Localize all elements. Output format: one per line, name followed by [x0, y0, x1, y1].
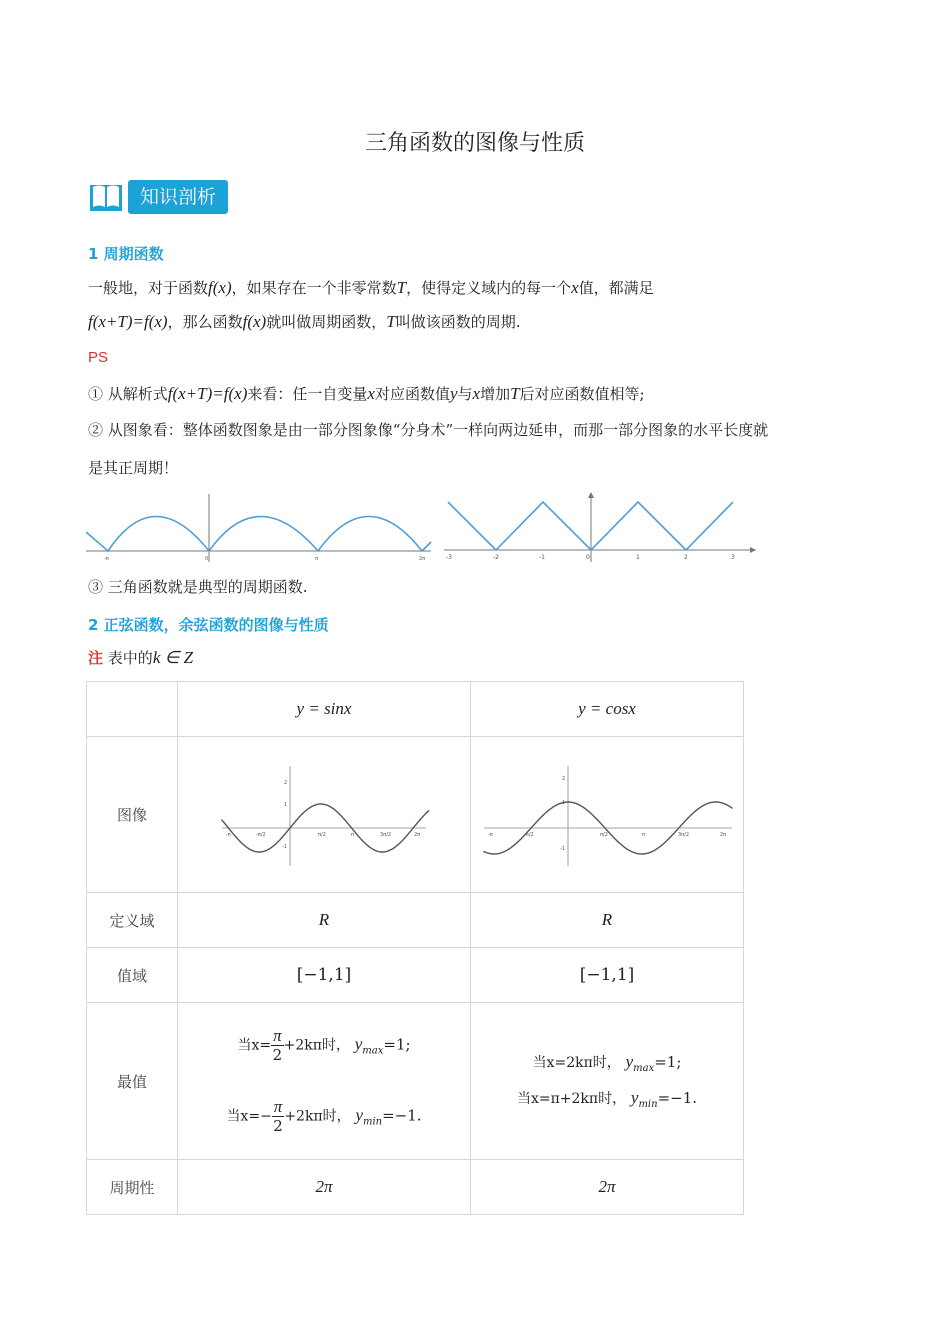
svg-text:-π: -π [488, 831, 493, 838]
note-1: ① 从解析式f(x+T)=f(x)来看：任一自变量x对应函数值y与x增加T后对应函数值相等; [88, 384, 645, 403]
table-note: 注 表中的k ∈ Z [88, 648, 194, 667]
table-row [87, 1003, 744, 1160]
table-row [87, 893, 744, 948]
cosine-graph [476, 758, 738, 868]
svg-text:π/2: π/2 [318, 831, 326, 838]
arch-graph [86, 494, 431, 562]
svg-text:1: 1 [636, 554, 640, 561]
svg-text:-π: -π [226, 831, 231, 838]
svg-text:-π: -π [104, 556, 109, 562]
sin-min-condition: 当x=− $\frac{\pi}{2}$ +2kπ时， $y_{min}=-1$. [226, 1097, 422, 1135]
period-cos: 2π [598, 1177, 616, 1196]
svg-text:2π: 2π [419, 556, 426, 562]
period-sin: 2π [315, 1177, 333, 1196]
domain-cos: R [601, 910, 613, 929]
properties-table [86, 681, 744, 1215]
section-2-heading: 2 正弦函数，余弦函数的图像与性质 [88, 616, 329, 634]
row-header-period: 周期性 [109, 1178, 155, 1197]
svg-text:-3: -3 [446, 554, 452, 561]
table-row [87, 737, 744, 893]
svg-text:-π/2: -π/2 [524, 831, 534, 838]
ps-label: PS [88, 349, 109, 366]
svg-text:2π: 2π [720, 831, 727, 838]
cos-max-condition: 当x=2kπ时， $y_{max}=1$; [532, 1052, 682, 1074]
table-row [87, 948, 744, 1003]
section-1-heading: 1 周期函数 [88, 245, 164, 263]
domain-sin: R [318, 910, 330, 929]
svg-text:π: π [351, 831, 355, 838]
svg-text:2: 2 [284, 779, 288, 786]
range-sin: [−1,1] [296, 965, 352, 985]
table-row [87, 682, 744, 737]
triangle-graph [444, 492, 756, 562]
page-title: 三角函数的图像与性质 [364, 131, 585, 156]
row-header-extreme: 最值 [116, 1072, 147, 1091]
svg-text:π: π [642, 831, 646, 838]
svg-text:-π/2: -π/2 [256, 831, 266, 838]
svg-text:2: 2 [684, 554, 688, 561]
sin-max-condition: 当x= $\frac{\pi}{2}$ +2kπ时， $y_{max}=1$; [237, 1026, 411, 1064]
svg-text:2π: 2π [414, 831, 421, 838]
paragraph-line-2: f(x+T)=f(x)，那么函数f(x)就叫做周期函数，T叫做该函数的周期. [88, 312, 521, 331]
note-2-line-2: 是其正周期！ [88, 459, 179, 477]
svg-text:3π/2: 3π/2 [678, 831, 690, 838]
svg-text:3: 3 [731, 554, 735, 561]
sine-graph [214, 758, 434, 868]
svg-text:0: 0 [586, 554, 590, 561]
paragraph-line-1: 一般地，对于函数f(x)，如果存在一个非零常数T，使得定义域内的每一个x值，都满足 [88, 278, 654, 297]
svg-text:π/2: π/2 [600, 831, 608, 838]
svg-text:-1: -1 [560, 845, 565, 852]
table-row [87, 1160, 744, 1215]
open-book-icon [88, 179, 124, 215]
row-header-image: 图像 [116, 806, 147, 824]
svg-text:-2: -2 [493, 554, 499, 561]
row-header-range: 值域 [116, 966, 147, 985]
banner-label: 知识剖析 [128, 180, 228, 214]
col-header-sin: y = sinx [296, 699, 352, 718]
svg-text:π: π [315, 556, 319, 562]
svg-text:1: 1 [562, 799, 566, 806]
svg-text:2: 2 [562, 775, 566, 782]
range-cos: [−1,1] [579, 965, 635, 985]
svg-text:-1: -1 [282, 843, 287, 850]
col-header-cos: y = cosx [578, 699, 636, 718]
note-2-line-1: ② 从图象看：整体函数图象是由一部分图象像“分身术”一样向两边延申，而那一部分图象的水平长度就 [88, 421, 769, 439]
svg-text:0: 0 [205, 556, 209, 562]
row-header-domain: 定义域 [109, 911, 155, 930]
periodic-graphs [86, 492, 766, 568]
section-banner [88, 178, 228, 216]
note-3: ③ 三角函数就是典型的周期函数. [88, 578, 308, 596]
svg-text:3π/2: 3π/2 [380, 831, 392, 838]
cos-min-condition: 当x=π+2kπ时， $y_{min}=-1$. [516, 1088, 698, 1110]
svg-text:1: 1 [284, 801, 288, 808]
svg-text:-1: -1 [539, 554, 545, 561]
